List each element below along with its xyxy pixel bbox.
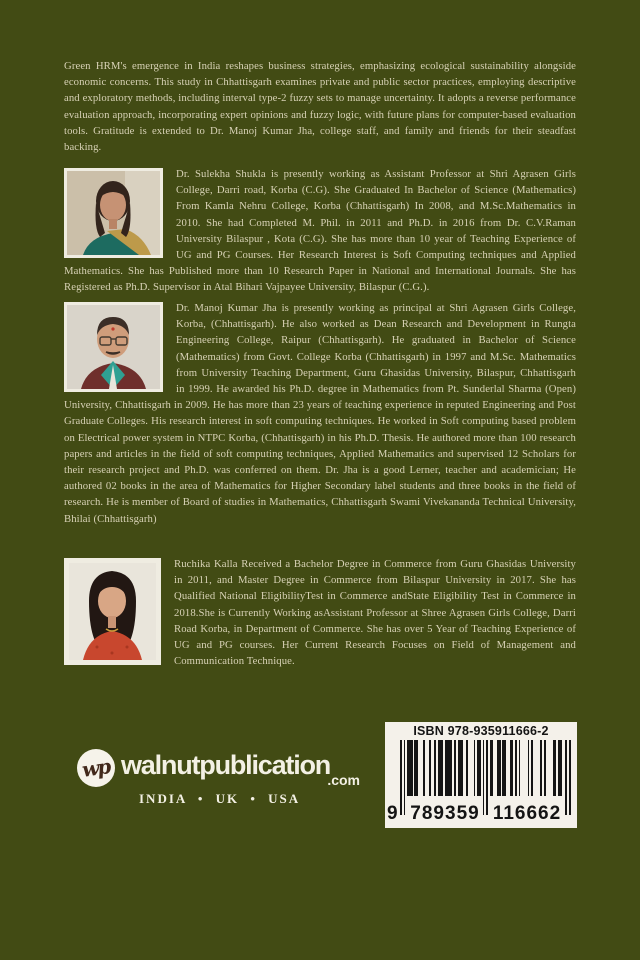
publisher-domain-suffix: .com	[327, 772, 360, 788]
author-bio-text: Ruchika Kalla Received a Bachelor Degree in Commerce from Guru Ghasidas University in 2011, and Master Degree in Commerce from Bilaspur University in 2017. She has Qualified National EligibilityTest in Commerce andState Eligibility Test in Commerce in 2018.She is Currently Working asAssistant Professor at Shree Agrasen Girls College, Darri Road Korba, in Department of Commerce. She has over 5 Year of Teaching Experience of UG and PG courses. Her Current Research Focuses on Field of Management and Communication Technique.	[174, 558, 576, 668]
logo-initials: wp	[80, 754, 112, 782]
portrait-woman-red-top-illustration	[69, 563, 156, 660]
barcode-digits-left: 789359	[410, 803, 480, 824]
barcode-digits-right: 116662	[492, 803, 562, 824]
isbn-label: ISBN 978-935911666-2	[413, 724, 549, 738]
isbn-barcode	[385, 722, 577, 828]
publisher-wp-logo-icon	[77, 749, 115, 787]
barcode-digit-first: 9	[387, 803, 399, 824]
publisher-name: walnutpublication	[121, 750, 331, 780]
author-photo-manoj-kumar-jha	[64, 302, 163, 392]
book-summary-paragraph: Green HRM's emergence in India reshapes business strategies, emphasizing ecological sustainability alongside economic concerns. This study in Chhattisgarh examines private and public sector practices, employing descriptive and exploratory methods, including interval type-2 fuzzy sets to manage uncertainty. It adopts a reverse performance evaluation approach, incorporating expert opinions and fuzzy logic, with future plans for computer-based evaluation tools. Gratitude is extended to Dr. Manoj Kumar Jha, college staff, and family and friends for their steadfast backing.	[64, 60, 576, 154]
author-bio-text: Dr. Manoj Kumar Jha is presently working as principal at Shri Agrasen Girls College, Korba, (Chhattisgarh). He also worked as Dean Research and Development in Rungta Engineering College, Raipur (Chhattisgarh). He graduated in Bachelor of Science (Mathematics) from Govt. College Korba (Chhattisgarh) in 1997 and M.Sc. Mathematics from University Teaching Department, Guru Ghasidas University, Bilaspur, Chhattisgarh in 1999. He awarded his Ph.D. degree in Mathematics from Pt. Sunderlal Sharma (Open) University, Chhattisgarh in 2009. He has more than 23 years of teaching experience in reputed Engineering and Post Graduate Colleges. His research interest in soft computing techniques. He worked in Soft computing based problem on Electrical power system in NTPC Korba, (Chhattisgarh) in his Ph.D. Thesis. He authored more than 100 research papers and articles in the field of soft computing techniques, Applied Mathematics and supervised 12 Scholars for their research project and Ph.D. was conferred on them. Dr. Jha is a good Lerner, teacher and academician; He authored 02 books in the area of Mathematics for Higher Secondary label students and three books in the field of research. He is member of Board of studies in Mathematics, Chhattisgarh Swami Vivekananda Technical University, Bhilai (Chhattisgarh)	[64, 302, 576, 525]
author-photo-sulekha-shukla	[64, 168, 163, 258]
portrait-woman-teal-saree-illustration	[67, 171, 160, 255]
author-section-ruchika-kalla	[64, 556, 576, 669]
publisher-countries: INDIA • UK • USA	[139, 791, 301, 806]
author-section-manoj-kumar-jha	[64, 300, 576, 527]
author-section-sulekha-shukla	[64, 166, 576, 296]
author-photo-ruchika-kalla	[64, 558, 161, 665]
author-bio-text: Dr. Sulekha Shukla is presently working as Assistant Professor at Shri Agrasen Girls College, Darri road, Korba (C.G). She Graduated In Bachelor of Science (Mathematics) From Kamla Nehru College, Korba (Chhattisgarh) In 2008, and M.Sc.Mathematics in 2010. She had Completed M. Phil. in 2011 and Ph.D. in 2016 from Dr. C.V.Raman University Bilaspur , Kota (C.G). She has more than 10 year of Teaching Experience of UG and PG Courses. Her Research Interest is Soft Computing techniques and Applied Mathematics. She has Published more than 10 Research Paper in National and International Journals. She has Registered as Ph.D. Supervisor in Atal Bihari Vajpayee University, Bilaspur (C.G.).	[64, 168, 576, 294]
portrait-man-glasses-maroon-sweater-illustration	[67, 305, 160, 389]
